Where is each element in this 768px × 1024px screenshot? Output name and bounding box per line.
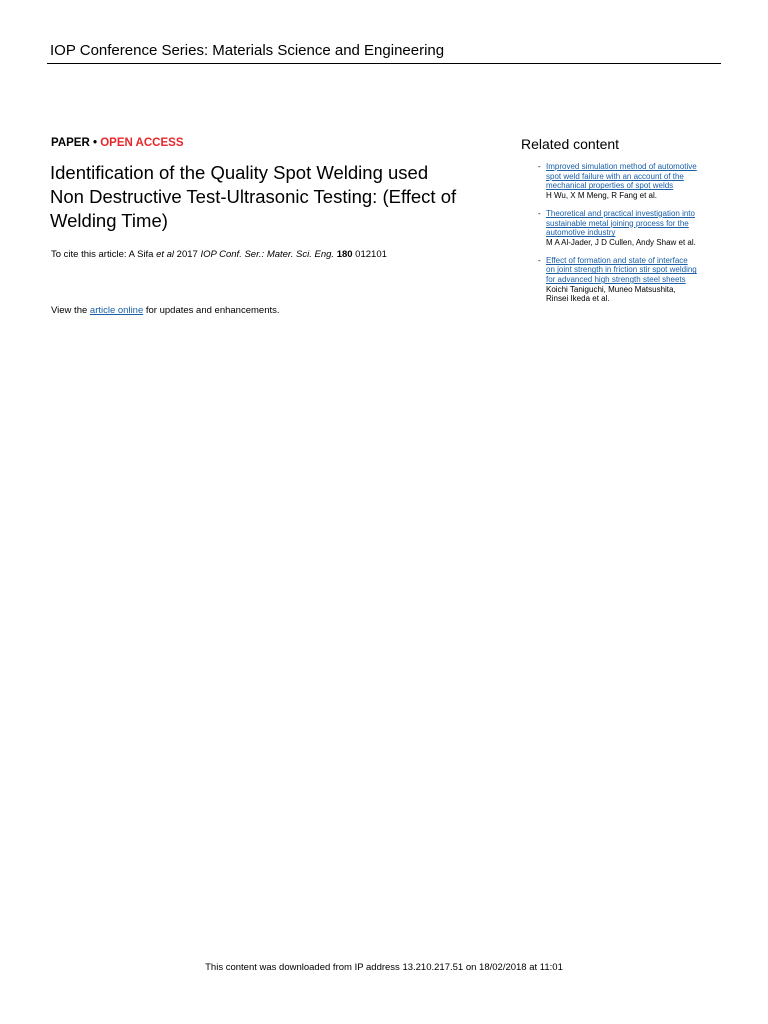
article-title-line: Identification of the Quality Spot Welding used bbox=[50, 162, 429, 183]
view-suffix: for updates and enhancements. bbox=[143, 305, 280, 316]
paper-label bbox=[51, 136, 184, 150]
view-online-line bbox=[51, 305, 280, 317]
related-item-authors bbox=[546, 238, 726, 248]
related-link-line: automotive industry bbox=[546, 228, 616, 238]
related-item bbox=[521, 256, 726, 305]
related-item bbox=[521, 162, 726, 201]
journal-header: IOP Conference Series: Materials Science and Engineering bbox=[50, 42, 445, 59]
related-link-line: Theoretical and practical investigation into bbox=[546, 208, 695, 218]
download-footer: This content was downloaded from IP address 13.210.217.51 on 18/02/2018 at 11:01 bbox=[205, 962, 563, 973]
related-link-line: for advanced high strength steel sheets bbox=[546, 275, 686, 285]
citation-year: 2017 bbox=[174, 249, 201, 260]
list-dash: - bbox=[538, 162, 541, 171]
related-item bbox=[521, 209, 726, 248]
citation-article-number: 012101 bbox=[352, 249, 387, 260]
citation-journal: IOP Conf. Ser.: Mater. Sci. Eng. bbox=[200, 249, 335, 260]
citation-line bbox=[51, 249, 387, 261]
related-link-line: sustainable metal joining process for the bbox=[546, 218, 689, 228]
related-item-authors bbox=[546, 191, 726, 201]
related-link-line: on joint strength in friction stir spot welding bbox=[546, 265, 697, 275]
article-online-link[interactable]: article online bbox=[89, 305, 144, 316]
related-content-title: Related content bbox=[521, 136, 620, 152]
related-authors-line: M A Al-Jader, J D Cullen, Andy Shaw et al. bbox=[546, 237, 696, 247]
view-prefix: View the bbox=[51, 305, 90, 316]
header-rule bbox=[47, 63, 721, 64]
related-item-link[interactable] bbox=[546, 162, 697, 190]
citation-prefix: To cite this article: A Sifa bbox=[51, 249, 157, 260]
related-authors-line: Koichi Taniguchi, Muneo Matsushita, bbox=[546, 284, 676, 294]
label-separator: • bbox=[89, 137, 101, 149]
related-link-line: Effect of formation and state of interface bbox=[546, 255, 688, 265]
related-link-line: mechanical properties of spot welds bbox=[546, 181, 674, 191]
related-content-panel bbox=[521, 136, 726, 312]
paper-type-label: PAPER bbox=[51, 137, 90, 149]
list-dash: - bbox=[538, 208, 541, 218]
related-item-link[interactable] bbox=[546, 256, 697, 284]
article-title-line: Welding Time) bbox=[50, 210, 168, 231]
article-title bbox=[50, 161, 520, 233]
citation-volume: 180 bbox=[336, 249, 353, 260]
open-access-label: OPEN ACCESS bbox=[100, 137, 184, 149]
related-item-link[interactable] bbox=[546, 209, 695, 237]
related-item-authors bbox=[546, 285, 726, 304]
related-link-line: spot weld failure with an account of the bbox=[546, 171, 684, 181]
list-dash: - bbox=[538, 255, 541, 265]
citation-etal: et al bbox=[156, 249, 175, 260]
related-authors-line: H Wu, X M Meng, R Fang et al. bbox=[546, 191, 658, 201]
related-authors-line: Rinsei Ikeda et al. bbox=[546, 294, 610, 304]
article-title-line: Non Destructive Test-Ultrasonic Testing: (Effect of bbox=[50, 186, 457, 207]
related-link-line: Improved simulation method of automotive bbox=[546, 162, 697, 171]
